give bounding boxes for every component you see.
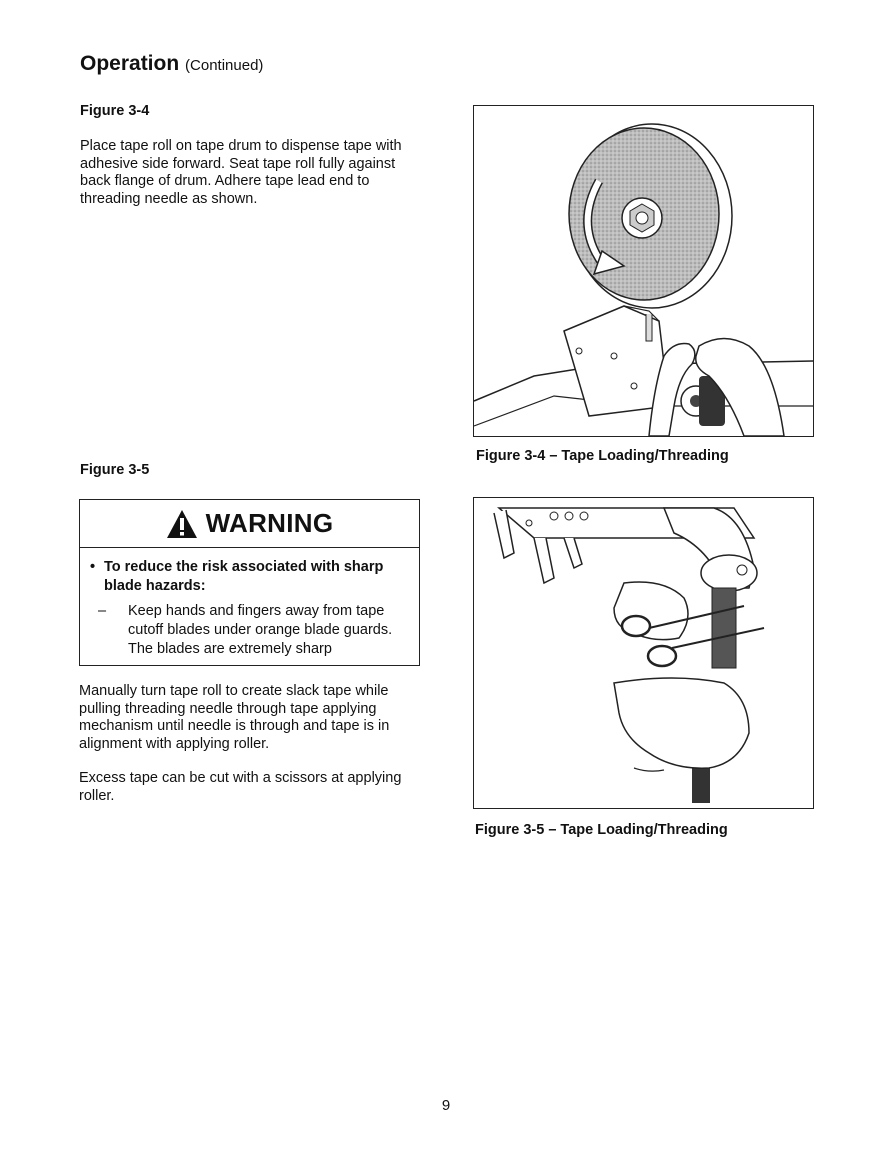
figure-3-4-illustration — [473, 105, 814, 437]
warning-title: WARNING — [205, 508, 334, 538]
warning-dash-text: Keep hands and fingers away from tape cutoff blades under orange blade guards. The blades are extremely sharp — [128, 603, 393, 657]
warning-dash-item — [90, 602, 409, 659]
warning-bullet-text: To reduce the risk associated with sharp blade hazards: — [104, 559, 384, 594]
figure-3-4-caption: Figure 3-4 – Tape Loading/Threading — [476, 448, 729, 464]
heading-continued: (Continued) — [185, 57, 264, 74]
figure-3-5-caption: Figure 3-5 – Tape Loading/Threading — [475, 822, 728, 838]
tape-roll-drawing — [474, 106, 813, 436]
threading-instructions: Manually turn tape roll to create slack tape while pulling threading needle through tape applying mechanism until needle is through and tape is in alignment with applying roller. — [79, 683, 390, 752]
bullet-icon: • — [90, 559, 96, 575]
dash-icon: – — [98, 603, 107, 619]
warning-box — [79, 499, 420, 666]
figure-3-5-label: Figure 3-5 — [80, 462, 150, 478]
figure-3-5-illustration — [473, 497, 814, 809]
page-number: 9 — [441, 1097, 451, 1114]
figure-3-4-instructions: Place tape roll on tape drum to dispense tape with adhesive side forward. Seat tape roll fully against back flange of drum. Adhere tape lead end to threading needle as shown. — [80, 138, 402, 207]
page-heading — [80, 52, 263, 76]
figure-3-4-label: Figure 3-4 — [80, 103, 150, 119]
warning-triangle-icon — [166, 509, 198, 539]
scissors-cutting-drawing — [474, 498, 813, 808]
warning-bullet — [90, 558, 409, 596]
heading-title: Operation — [80, 52, 180, 75]
warning-body — [80, 548, 419, 659]
cutting-instructions: Excess tape can be cut with a scissors at applying roller. — [79, 770, 402, 804]
warning-header — [80, 500, 419, 548]
